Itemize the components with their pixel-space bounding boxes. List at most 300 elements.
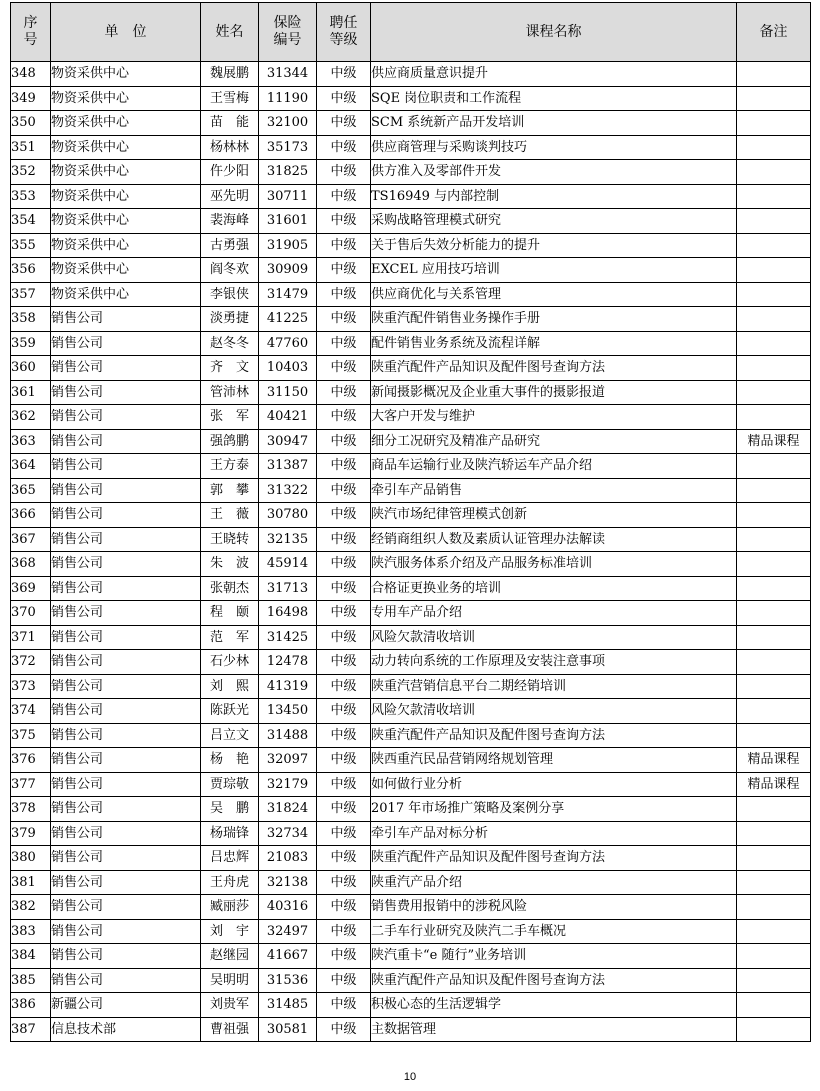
unit-cell: 销售公司 <box>51 478 201 503</box>
note-cell <box>737 282 811 307</box>
row-number: 364 <box>11 454 51 479</box>
row-number: 386 <box>11 993 51 1018</box>
unit-cell: 销售公司 <box>51 650 201 675</box>
unit-cell: 物资采供中心 <box>51 258 201 283</box>
level-cell: 中级 <box>317 650 371 675</box>
name-cell: 王舟虎 <box>201 870 259 895</box>
course-name-cell: 陕汽重卡“e 随行”业务培训 <box>371 944 737 969</box>
level-cell: 中级 <box>317 503 371 528</box>
table-row <box>11 86 811 111</box>
unit-cell: 销售公司 <box>51 625 201 650</box>
unit-cell: 销售公司 <box>51 699 201 724</box>
table-row <box>11 478 811 503</box>
unit-cell: 销售公司 <box>51 503 201 528</box>
name-cell: 齐 文 <box>201 356 259 381</box>
note-cell <box>737 650 811 675</box>
row-number: 358 <box>11 307 51 332</box>
name-cell: 李银侠 <box>201 282 259 307</box>
level-cell: 中级 <box>317 1017 371 1042</box>
name-cell: 淡勇捷 <box>201 307 259 332</box>
row-number: 371 <box>11 625 51 650</box>
name-cell: 阎冬欢 <box>201 258 259 283</box>
level-cell: 中级 <box>317 184 371 209</box>
table-row <box>11 503 811 528</box>
row-number: 349 <box>11 86 51 111</box>
note-cell <box>737 846 811 871</box>
unit-cell: 物资采供中心 <box>51 160 201 185</box>
note-cell <box>737 233 811 258</box>
header-name: 姓名 <box>201 3 259 62</box>
course-name-cell: 陕西重汽民品营销网络规划管理 <box>371 748 737 773</box>
insurance-number-cell: 30711 <box>259 184 317 209</box>
table-row <box>11 576 811 601</box>
note-cell <box>737 135 811 160</box>
unit-cell: 销售公司 <box>51 356 201 381</box>
course-name-cell: SCM 系统新产品开发培训 <box>371 111 737 136</box>
level-cell: 中级 <box>317 258 371 283</box>
unit-cell: 销售公司 <box>51 307 201 332</box>
note-cell <box>737 674 811 699</box>
table-row <box>11 527 811 552</box>
row-number: 366 <box>11 503 51 528</box>
row-number: 354 <box>11 209 51 234</box>
row-number: 359 <box>11 331 51 356</box>
insurance-number-cell: 31150 <box>259 380 317 405</box>
level-cell: 中级 <box>317 968 371 993</box>
unit-cell: 销售公司 <box>51 331 201 356</box>
insurance-number-cell: 32097 <box>259 748 317 773</box>
unit-cell: 物资采供中心 <box>51 111 201 136</box>
insurance-number-cell: 45914 <box>259 552 317 577</box>
course-name-cell: 供应商质量意识提升 <box>371 62 737 87</box>
name-cell: 张朝杰 <box>201 576 259 601</box>
course-name-cell: 配件销售业务系统及流程详解 <box>371 331 737 356</box>
note-cell <box>737 380 811 405</box>
insurance-number-cell: 35173 <box>259 135 317 160</box>
insurance-number-cell: 21083 <box>259 846 317 871</box>
insurance-number-cell: 40316 <box>259 895 317 920</box>
insurance-number-cell: 31479 <box>259 282 317 307</box>
table-row <box>11 552 811 577</box>
row-number: 376 <box>11 748 51 773</box>
table-row <box>11 846 811 871</box>
note-cell <box>737 331 811 356</box>
note-cell <box>737 184 811 209</box>
note-cell <box>737 405 811 430</box>
course-name-cell: 关于售后失效分析能力的提升 <box>371 233 737 258</box>
row-number: 384 <box>11 944 51 969</box>
course-name-cell: 主数据管理 <box>371 1017 737 1042</box>
note-cell <box>737 209 811 234</box>
course-name-cell: 积极心态的生活逻辑学 <box>371 993 737 1018</box>
name-cell: 刘 熙 <box>201 674 259 699</box>
course-name-cell: 陕重汽配件产品知识及配件图号查询方法 <box>371 846 737 871</box>
row-number: 348 <box>11 62 51 87</box>
note-cell <box>737 356 811 381</box>
insurance-number-cell: 30947 <box>259 429 317 454</box>
unit-cell: 销售公司 <box>51 846 201 871</box>
row-number: 370 <box>11 601 51 626</box>
name-cell: 王方泰 <box>201 454 259 479</box>
level-cell: 中级 <box>317 552 371 577</box>
page-number: 10 <box>403 1071 417 1083</box>
level-cell: 中级 <box>317 846 371 871</box>
course-name-cell: 供应商管理与采购谈判技巧 <box>371 135 737 160</box>
row-number: 368 <box>11 552 51 577</box>
name-cell: 郭 攀 <box>201 478 259 503</box>
insurance-number-cell: 11190 <box>259 86 317 111</box>
note-cell <box>737 454 811 479</box>
row-number: 355 <box>11 233 51 258</box>
course-roster-table <box>10 2 811 1042</box>
name-cell: 巫先明 <box>201 184 259 209</box>
unit-cell: 销售公司 <box>51 380 201 405</box>
table-row <box>11 380 811 405</box>
row-number: 361 <box>11 380 51 405</box>
level-cell: 中级 <box>317 576 371 601</box>
header-row <box>11 3 811 62</box>
table-row <box>11 331 811 356</box>
name-cell: 赵冬冬 <box>201 331 259 356</box>
name-cell: 范 军 <box>201 625 259 650</box>
insurance-number-cell: 31425 <box>259 625 317 650</box>
table-row <box>11 650 811 675</box>
name-cell: 石少林 <box>201 650 259 675</box>
name-cell: 程 颐 <box>201 601 259 626</box>
row-number: 385 <box>11 968 51 993</box>
unit-cell: 物资采供中心 <box>51 86 201 111</box>
table-row <box>11 870 811 895</box>
unit-cell: 销售公司 <box>51 454 201 479</box>
table-row <box>11 233 811 258</box>
row-number: 363 <box>11 429 51 454</box>
table-row <box>11 772 811 797</box>
unit-cell: 销售公司 <box>51 429 201 454</box>
note-cell <box>737 797 811 822</box>
header-course: 课程名称 <box>371 3 737 62</box>
course-name-cell: 牵引车产品销售 <box>371 478 737 503</box>
table-row <box>11 699 811 724</box>
unit-cell: 物资采供中心 <box>51 135 201 160</box>
unit-cell: 销售公司 <box>51 821 201 846</box>
course-name-cell: 陕重汽配件销售业务操作手册 <box>371 307 737 332</box>
table-row <box>11 135 811 160</box>
unit-cell: 销售公司 <box>51 723 201 748</box>
table-row <box>11 111 811 136</box>
note-cell <box>737 895 811 920</box>
unit-cell: 销售公司 <box>51 748 201 773</box>
unit-cell: 销售公司 <box>51 576 201 601</box>
note-cell <box>737 821 811 846</box>
row-number: 369 <box>11 576 51 601</box>
name-cell: 强鸽鹏 <box>201 429 259 454</box>
insurance-number-cell: 16498 <box>259 601 317 626</box>
insurance-number-cell: 32100 <box>259 111 317 136</box>
table-row <box>11 454 811 479</box>
course-name-cell: 合格证更换业务的培训 <box>371 576 737 601</box>
course-name-cell: 商品车运输行业及陕汽轿运车产品介绍 <box>371 454 737 479</box>
course-name-cell: 陕重汽营销信息平台二期经销培训 <box>371 674 737 699</box>
level-cell: 中级 <box>317 699 371 724</box>
name-cell: 曹祖强 <box>201 1017 259 1042</box>
name-cell: 吴 鹏 <box>201 797 259 822</box>
course-name-cell: 陕重汽配件产品知识及配件图号查询方法 <box>371 723 737 748</box>
insurance-number-cell: 31536 <box>259 968 317 993</box>
name-cell: 吴明明 <box>201 968 259 993</box>
level-cell: 中级 <box>317 429 371 454</box>
note-cell <box>737 601 811 626</box>
level-cell: 中级 <box>317 748 371 773</box>
name-cell: 刘 宇 <box>201 919 259 944</box>
insurance-number-cell: 41667 <box>259 944 317 969</box>
insurance-number-cell: 10403 <box>259 356 317 381</box>
name-cell: 杨瑞锋 <box>201 821 259 846</box>
name-cell: 赵继园 <box>201 944 259 969</box>
row-number: 353 <box>11 184 51 209</box>
table-row <box>11 993 811 1018</box>
row-number: 352 <box>11 160 51 185</box>
insurance-number-cell: 31344 <box>259 62 317 87</box>
level-cell: 中级 <box>317 870 371 895</box>
level-cell: 中级 <box>317 454 371 479</box>
level-cell: 中级 <box>317 772 371 797</box>
course-name-cell: 经销商组织人数及素质认证管理办法解读 <box>371 527 737 552</box>
table-row <box>11 209 811 234</box>
level-cell: 中级 <box>317 895 371 920</box>
level-cell: 中级 <box>317 674 371 699</box>
table-row <box>11 62 811 87</box>
course-name-cell: 陕重汽产品介绍 <box>371 870 737 895</box>
unit-cell: 物资采供中心 <box>51 62 201 87</box>
table-row <box>11 405 811 430</box>
level-cell: 中级 <box>317 380 371 405</box>
level-cell: 中级 <box>317 944 371 969</box>
unit-cell: 销售公司 <box>51 944 201 969</box>
table-row <box>11 1017 811 1042</box>
course-name-cell: 风险欠款清收培训 <box>371 699 737 724</box>
level-cell: 中级 <box>317 625 371 650</box>
insurance-number-cell: 31905 <box>259 233 317 258</box>
course-name-cell: 大客户开发与维护 <box>371 405 737 430</box>
row-number: 351 <box>11 135 51 160</box>
note-cell <box>737 111 811 136</box>
unit-cell: 物资采供中心 <box>51 233 201 258</box>
course-name-cell: 风险欠款清收培训 <box>371 625 737 650</box>
note-cell <box>737 944 811 969</box>
level-cell: 中级 <box>317 135 371 160</box>
insurance-number-cell: 31488 <box>259 723 317 748</box>
course-name-cell: SQE 岗位职责和工作流程 <box>371 86 737 111</box>
note-cell <box>737 307 811 332</box>
table-row <box>11 258 811 283</box>
row-number: 375 <box>11 723 51 748</box>
insurance-number-cell: 31825 <box>259 160 317 185</box>
name-cell: 贾琮敬 <box>201 772 259 797</box>
note-cell <box>737 478 811 503</box>
insurance-number-cell: 30581 <box>259 1017 317 1042</box>
table-row <box>11 625 811 650</box>
name-cell: 裴海峰 <box>201 209 259 234</box>
level-cell: 中级 <box>317 307 371 332</box>
insurance-number-cell: 30909 <box>259 258 317 283</box>
insurance-number-cell: 31322 <box>259 478 317 503</box>
unit-cell: 物资采供中心 <box>51 209 201 234</box>
row-number: 379 <box>11 821 51 846</box>
name-cell: 吕忠辉 <box>201 846 259 871</box>
insurance-number-cell: 32179 <box>259 772 317 797</box>
course-name-cell: 销售费用报销中的涉税风险 <box>371 895 737 920</box>
unit-cell: 销售公司 <box>51 919 201 944</box>
name-cell: 吕立文 <box>201 723 259 748</box>
note-cell: 精品课程 <box>737 748 811 773</box>
level-cell: 中级 <box>317 62 371 87</box>
note-cell <box>737 62 811 87</box>
row-number: 356 <box>11 258 51 283</box>
note-cell: 精品课程 <box>737 429 811 454</box>
note-cell <box>737 527 811 552</box>
course-name-cell: 供方准入及零部件开发 <box>371 160 737 185</box>
note-cell <box>737 723 811 748</box>
name-cell: 张 军 <box>201 405 259 430</box>
row-number: 382 <box>11 895 51 920</box>
level-cell: 中级 <box>317 86 371 111</box>
note-cell <box>737 552 811 577</box>
note-cell <box>737 160 811 185</box>
level-cell: 中级 <box>317 160 371 185</box>
note-cell <box>737 576 811 601</box>
note-cell <box>737 625 811 650</box>
note-cell <box>737 870 811 895</box>
table-row <box>11 821 811 846</box>
note-cell <box>737 699 811 724</box>
unit-cell: 销售公司 <box>51 772 201 797</box>
row-number: 367 <box>11 527 51 552</box>
unit-cell: 销售公司 <box>51 674 201 699</box>
table-row <box>11 919 811 944</box>
course-name-cell: EXCEL 应用技巧培训 <box>371 258 737 283</box>
row-number: 383 <box>11 919 51 944</box>
note-cell <box>737 258 811 283</box>
table-row <box>11 601 811 626</box>
unit-cell: 销售公司 <box>51 870 201 895</box>
level-cell: 中级 <box>317 209 371 234</box>
table-row <box>11 356 811 381</box>
level-cell: 中级 <box>317 527 371 552</box>
header-note: 备注 <box>737 3 811 62</box>
course-name-cell: 二手车行业研究及陕汽二手车概况 <box>371 919 737 944</box>
note-cell: 精品课程 <box>737 772 811 797</box>
insurance-number-cell: 31824 <box>259 797 317 822</box>
table-row <box>11 895 811 920</box>
row-number: 357 <box>11 282 51 307</box>
table-row <box>11 968 811 993</box>
insurance-number-cell: 32497 <box>259 919 317 944</box>
level-cell: 中级 <box>317 282 371 307</box>
insurance-number-cell: 32138 <box>259 870 317 895</box>
unit-cell: 物资采供中心 <box>51 282 201 307</box>
course-name-cell: 2017 年市场推广策略及案例分享 <box>371 797 737 822</box>
name-cell: 古勇强 <box>201 233 259 258</box>
row-number: 387 <box>11 1017 51 1042</box>
insurance-number-cell: 31485 <box>259 993 317 1018</box>
course-name-cell: 陕汽服务体系介绍及产品服务标准培训 <box>371 552 737 577</box>
course-name-cell: TS16949 与内部控制 <box>371 184 737 209</box>
table-row <box>11 944 811 969</box>
course-name-cell: 采购战略管理模式研究 <box>371 209 737 234</box>
row-number: 374 <box>11 699 51 724</box>
header-no: 序 号 <box>11 3 51 62</box>
unit-cell: 销售公司 <box>51 968 201 993</box>
name-cell: 王晓转 <box>201 527 259 552</box>
table-row <box>11 184 811 209</box>
row-number: 381 <box>11 870 51 895</box>
insurance-number-cell: 41225 <box>259 307 317 332</box>
table-body <box>11 62 811 1042</box>
note-cell <box>737 993 811 1018</box>
course-name-cell: 如何做行业分析 <box>371 772 737 797</box>
row-number: 373 <box>11 674 51 699</box>
row-number: 378 <box>11 797 51 822</box>
name-cell: 王雪梅 <box>201 86 259 111</box>
level-cell: 中级 <box>317 331 371 356</box>
insurance-number-cell: 31601 <box>259 209 317 234</box>
table-row <box>11 797 811 822</box>
note-cell <box>737 968 811 993</box>
note-cell <box>737 919 811 944</box>
insurance-number-cell: 32734 <box>259 821 317 846</box>
table-row <box>11 723 811 748</box>
insurance-number-cell: 41319 <box>259 674 317 699</box>
course-name-cell: 动力转向系统的工作原理及安装注意事项 <box>371 650 737 675</box>
level-cell: 中级 <box>317 797 371 822</box>
insurance-number-cell: 47760 <box>259 331 317 356</box>
name-cell: 臧丽莎 <box>201 895 259 920</box>
insurance-number-cell: 40421 <box>259 405 317 430</box>
unit-cell: 销售公司 <box>51 895 201 920</box>
row-number: 372 <box>11 650 51 675</box>
unit-cell: 销售公司 <box>51 405 201 430</box>
unit-cell: 信息技术部 <box>51 1017 201 1042</box>
level-cell: 中级 <box>317 405 371 430</box>
course-name-cell: 陕重汽配件产品知识及配件图号查询方法 <box>371 356 737 381</box>
insurance-number-cell: 30780 <box>259 503 317 528</box>
course-name-cell: 专用车产品介绍 <box>371 601 737 626</box>
header-level: 聘任 等级 <box>317 3 371 62</box>
row-number: 350 <box>11 111 51 136</box>
level-cell: 中级 <box>317 601 371 626</box>
course-name-cell: 陕重汽配件产品知识及配件图号查询方法 <box>371 968 737 993</box>
unit-cell: 物资采供中心 <box>51 184 201 209</box>
name-cell: 陈跃光 <box>201 699 259 724</box>
table-row <box>11 160 811 185</box>
unit-cell: 销售公司 <box>51 527 201 552</box>
name-cell: 仵少阳 <box>201 160 259 185</box>
note-cell <box>737 503 811 528</box>
level-cell: 中级 <box>317 356 371 381</box>
note-cell <box>737 86 811 111</box>
unit-cell: 销售公司 <box>51 797 201 822</box>
table-row <box>11 674 811 699</box>
level-cell: 中级 <box>317 919 371 944</box>
name-cell: 管沛林 <box>201 380 259 405</box>
name-cell: 魏展鹏 <box>201 62 259 87</box>
table-row <box>11 429 811 454</box>
note-cell <box>737 1017 811 1042</box>
course-name-cell: 新闻摄影概况及企业重大事件的摄影报道 <box>371 380 737 405</box>
insurance-number-cell: 31713 <box>259 576 317 601</box>
table-row <box>11 307 811 332</box>
insurance-number-cell: 12478 <box>259 650 317 675</box>
